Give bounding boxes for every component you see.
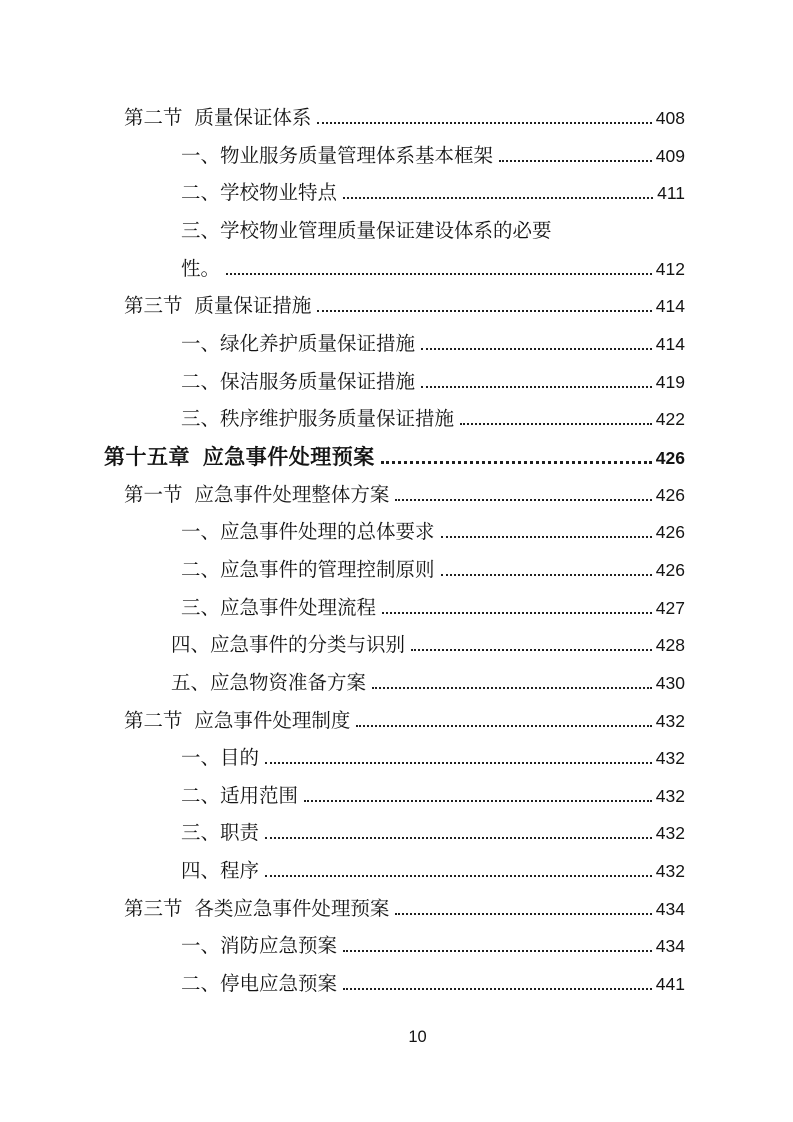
toc-entry-text: 三、职责 [181,823,260,845]
toc-entry[interactable] [104,552,685,590]
toc-entry[interactable] [104,703,685,741]
toc-leader-dots [382,609,652,614]
toc-entry[interactable] [104,477,685,515]
toc-entry-text: 一、绿化养护质量保证措施 [181,333,416,355]
toc-entry-page: 412 [655,258,685,279]
toc-leader-dots [265,872,652,877]
toc-entry-page: 432 [655,710,685,731]
toc-entry-text: 一、应急事件处理的总体要求 [181,522,435,544]
toc-entry-text: 二、保洁服务质量保证措施 [181,371,416,393]
toc-leader-dots [265,759,652,764]
toc-entry-page: 426 [655,559,685,580]
toc-entry[interactable] [104,251,685,289]
toc-entry[interactable] [104,778,685,816]
toc-entry[interactable] [104,288,685,326]
toc-entry-page: 434 [655,936,685,957]
toc-leader-dots [441,571,652,576]
toc-entry-page: 408 [655,108,685,128]
toc-entry-page: 426 [655,522,685,543]
toc-entry[interactable] [104,514,685,552]
toc-entry[interactable] [104,740,685,778]
toc-entry[interactable] [104,213,685,251]
toc-entry-text: 三、应急事件处理流程 [181,597,377,619]
toc-entry-text: 一、目的 [181,748,260,770]
toc-entry-text: 五、应急物资准备方案 [171,672,367,694]
toc-entry[interactable] [104,364,685,402]
toc-entry-text: 第三节 质量保证措施 [124,296,312,318]
toc-entry[interactable] [104,401,685,439]
footer-page-number: 10 [408,1028,427,1046]
toc-entry[interactable] [104,100,685,138]
toc-leader-dots [395,496,651,501]
toc-entry-text: 三、学校物业管理质量保证建设体系的必要 [181,220,552,242]
toc-entry-text: 二、停电应急预案 [181,974,338,996]
toc-leader-dots [441,533,652,538]
toc-entry[interactable] [104,815,685,853]
toc-leader-dots [356,722,651,727]
toc-entry-page: 422 [655,409,685,430]
toc-leader-dots [304,797,652,802]
toc-entry-page: 427 [655,597,685,618]
toc-entry[interactable] [104,326,685,364]
toc-entry-text: 第十五章 应急事件处理预案 [104,444,375,469]
toc-leader-dots [343,194,653,199]
toc-leader-dots [343,985,652,990]
toc-leader-dots [343,947,652,952]
toc-leader-dots [317,119,651,124]
toc-entry-page: 414 [655,296,685,317]
toc-entry-page: 414 [655,333,685,354]
toc-entry-page: 428 [655,635,685,656]
toc-entry-page: 432 [655,748,685,769]
toc-leader-dots [381,458,652,464]
toc-leader-dots [372,684,652,689]
toc-entry[interactable] [104,665,685,703]
toc-entry-page: 430 [655,672,685,693]
toc-leader-dots [395,910,651,915]
toc-entry[interactable] [104,853,685,891]
toc-entry-text: 二、学校物业特点 [181,183,338,205]
toc-leader-dots [421,383,652,388]
toc-entry-page: 411 [657,183,685,204]
toc-entry-page: 426 [655,447,685,468]
toc-entry-page: 432 [655,785,685,806]
toc-entry[interactable] [104,590,685,628]
toc-entry[interactable] [104,891,685,929]
toc-entry-text: 第二节 应急事件处理制度 [124,710,351,732]
toc-leader-dots [265,834,652,839]
toc-leader-dots [421,345,652,350]
toc-entry-page: 419 [655,371,685,392]
toc-entry-page: 409 [655,145,685,166]
toc-entry-text: 性。 [181,258,221,280]
toc-entry[interactable] [104,928,685,966]
toc-entry-text: 四、应急事件的分类与识别 [171,635,406,657]
toc-entry-page: 441 [655,974,685,995]
toc-entry-text: 一、物业服务质量管理体系基本框架 [181,145,494,167]
toc-entry-text: 二、适用范围 [181,785,299,807]
toc-entry-text: 三、秩序维护服务质量保证措施 [181,409,455,431]
toc-leader-dots [411,646,652,651]
toc-entry[interactable] [104,439,685,477]
toc-entry-page: 432 [655,861,685,882]
toc-leader-dots [226,270,652,275]
table-of-contents [104,100,685,1004]
toc-leader-dots [499,157,652,162]
toc-entry-text: 第三节 各类应急事件处理预案 [124,898,390,920]
toc-entry[interactable] [104,138,685,176]
toc-entry-page: 426 [655,484,685,505]
toc-entry-text: 第一节 应急事件处理整体方案 [124,484,390,506]
toc-entry-page: 432 [655,823,685,844]
toc-entry-text: 第二节 质量保证体系 [124,108,312,129]
toc-entry-text: 四、程序 [181,861,260,883]
toc-entry-text: 一、消防应急预案 [181,936,338,958]
toc-entry[interactable] [104,627,685,665]
toc-leader-dots [460,420,652,425]
toc-entry[interactable] [104,966,685,1004]
toc-entry-page: 434 [655,898,685,919]
toc-entry-text: 二、应急事件的管理控制原则 [181,559,435,581]
toc-leader-dots [317,307,651,312]
toc-entry[interactable] [104,175,685,213]
